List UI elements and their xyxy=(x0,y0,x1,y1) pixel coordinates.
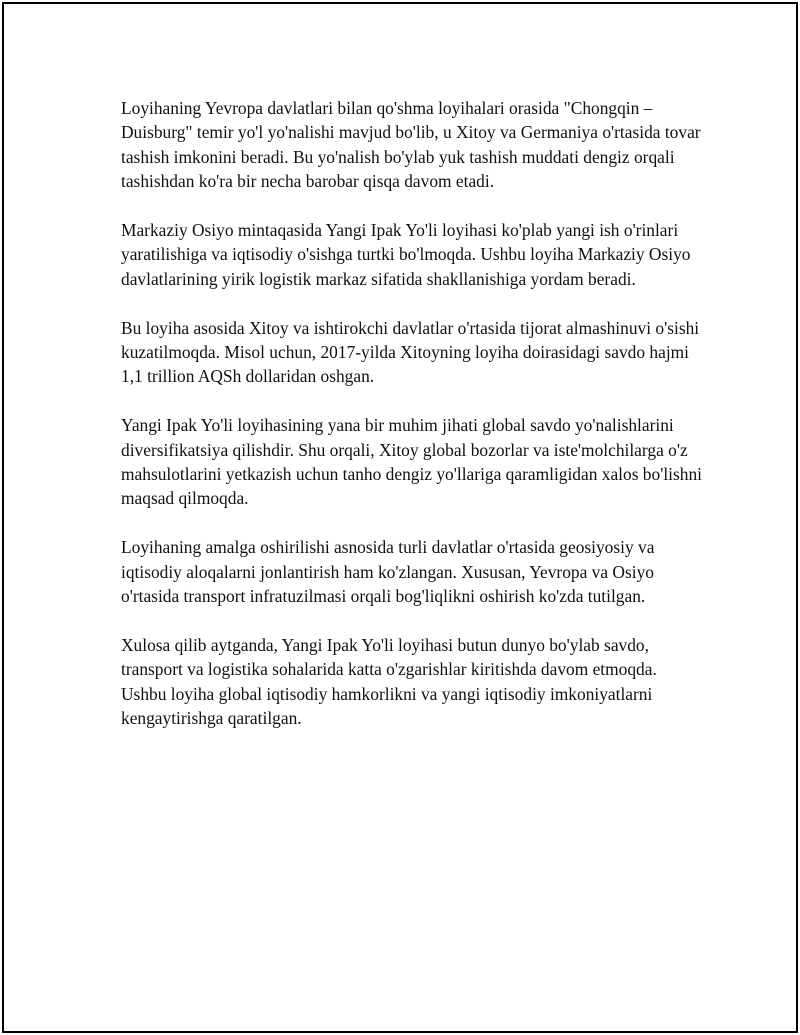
paragraph-diversification: Yangi Ipak Yo'li loyihasining yana bir muhim jihati global savdo yo'nalishlarini diversifikatsiya qilishdir. Shu orqali, Xitoy global bozorlar va iste'molchilarga o'z mahsulotlarini yetkazish uchun tanho dengiz yo'llariga qaramligidan xalos bo'lishni maqsad qilmoqda. xyxy=(121,415,702,509)
paragraph-central-asia: Markaziy Osiyo mintaqasida Yangi Ipak Yo'li loyihasi ko'plab yangi ish o'rinlari yaratilishiga va iqtisodiy o'sishga turtki bo'lmoqda. Ushbu loyiha Markaziy Osiyo davlatlarining yirik logistik markaz sifatida shakllanishiga yordam beradi. xyxy=(121,220,691,289)
paragraph-chongqin-duisburg: Loyihaning Yevropa davlatlari bilan qo'shma loyihalari orasida "Chongqin – Duisburg" temir yo'l yo'nalishi mavjud bo'lib, u Xitoy va Germaniya o'rtasida tovar tashish imkonini beradi. Bu yo'nalish bo'ylab yuk tashish muddati dengiz orqali tashishdan ko'ra bir necha barobar qisqa davom etadi. xyxy=(121,98,701,192)
paragraph-trade-growth: Bu loyiha asosida Xitoy va ishtirokchi davlatlar o'rtasida tijorat almashinuvi o'sishi kuzatilmoqda. Misol uchun, 2017-yilda Xitoyning loyiha doirasidagi savdo hajmi 1,1 trillion AQSh dollaridan oshgan. xyxy=(121,317,700,387)
paragraph-conclusion: Xulosa qilib aytganda, Yangi Ipak Yo'li loyihasi butun dunyo bo'ylab savdo, transport va logistika sohalarida katta o'zgarishlar kiritishda davom etmoqda. Ushbu loyiha global iqtisodiy hamkorlikni va yangi iqtisodiy imkoniyatlarni kengaytirishga qaratilgan. xyxy=(121,634,657,729)
paragraph-geopolitical-ties: Loyihaning amalga oshirilishi asnosida turli davlatlar o'rtasida geosiyosiy va iqtisodiy aloqalarni jonlantirish ham ko'zlangan. Xususan, Yevropa va Osiyo o'rtasida transport infratuzilmasi orqali bog'liqlikni oshirish ko'zda tutilgan. xyxy=(121,537,655,607)
document-body xyxy=(121,96,706,755)
page-border-frame xyxy=(2,2,798,1033)
